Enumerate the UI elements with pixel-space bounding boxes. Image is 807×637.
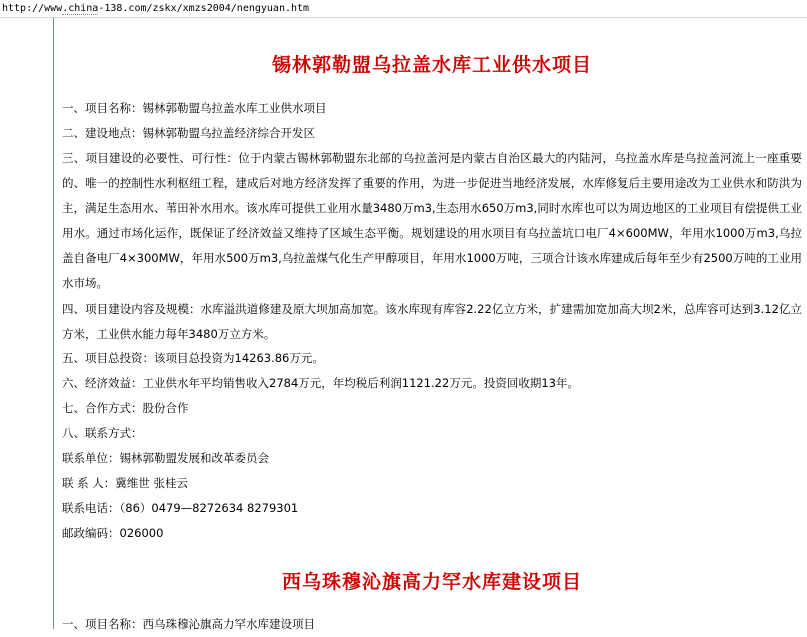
location-line: 二、建设地点：锡林郭勒盟乌拉盖经济综合开发区 — [62, 126, 315, 140]
postal-code: 邮政编码：026000 — [62, 526, 164, 540]
contact-unit: 联系单位：锡林郭勒盟发展和改革委员会 — [62, 451, 269, 465]
frame-border — [53, 18, 54, 629]
necessity-paragraph: 三、项目建设的必要性、可行性：位于内蒙古锡林郭勒盟东北部的乌拉盖河是内蒙古自治区最大的内陆河，乌拉盖水库是乌拉盖河流上一座重要的、唯一的控制性水利枢纽工程，建成后对地方经济发挥了重要的作用，为进一步促进当地经济发展，水库修复后主要用途改为工业供水和防洪为主，满足生态用水、苇田补水用水。该水库可提供工业用水量3480万m3,生态用水650万m3,同时水库也可以为周边地区的工业项目有偿提供工业用水。通过市场化运作，既保证了经济效益又维持了区域生态平衡。规划建设的用水项目有乌拉盖坑口电厂4×600MW，年用水1000万m3,乌拉盖自备电厂4×300MW，年用水500万m3,乌拉盖煤气化生产甲醇项目，年用水1000万吨，三项合计该水库建成后每年至少有2500万吨的工业用水市场。 — [62, 151, 802, 290]
project-name-line: 一、项目名称：锡林郭勒盟乌拉盖水库工业供水项目 — [62, 101, 327, 115]
address-bar[interactable]: http://www.china-138.com/zskx/xmzs2004/nengyuan.htm — [0, 0, 807, 18]
project-title: 锡林郭勒盟乌拉盖水库工业供水项目 — [271, 54, 592, 76]
project-name-line: 一、项目名称：西乌珠穆沁旗高力罕水库建设项目 — [62, 617, 315, 631]
divider — [62, 14, 98, 21]
cooperation-line: 七、合作方式：股份合作 — [62, 401, 189, 415]
benefit-line: 六、经济效益：工业供水年平均销售收入2784万元，年均税后利润1121.22万元。投资回收期13年。 — [62, 376, 579, 390]
scope-paragraph: 四、项目建设内容及规模：水库溢洪道修建及原大坝加高加宽。该水库现有库容2.22亿立方米，扩建需加宽加高大坝2米，总库容可达到3.12亿立方米，工业供水能力每年3480万立方米。 — [62, 302, 802, 341]
investment-line: 五、项目总投资：该项目总投资为14263.86万元。 — [62, 351, 324, 365]
project-title: 西乌珠穆沁旗高力罕水库建设项目 — [281, 571, 582, 593]
contact-phone: 联系电话：（86）0479—8272634 8279301 — [62, 501, 299, 515]
contact-heading: 八、联系方式： — [62, 426, 143, 440]
contact-person: 联 系 人：冀维世 张桂云 — [62, 476, 188, 490]
